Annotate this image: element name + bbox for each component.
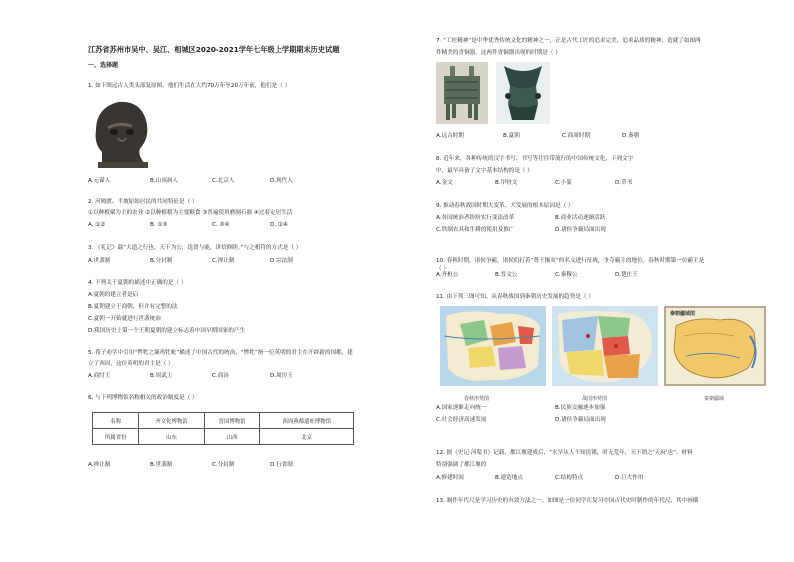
map-caption-2: 战国形势图 [582, 396, 608, 402]
map-label: 秦朝疆域图 [670, 311, 696, 317]
q5-option-b[interactable]: B.周武王 [150, 373, 173, 379]
q10-stem-cont: （ ） [436, 266, 449, 272]
table-cell: 北京 [260, 429, 354, 445]
q4-option-d[interactable]: D.我国历史上第一个王朝夏朝的建立标志着中国早期国家的产生 [88, 328, 246, 334]
skull-image [88, 94, 158, 170]
table-cell: 所属省份 [93, 429, 139, 445]
q3-option-d[interactable]: D.宗法制 [270, 258, 293, 264]
q12-option-b[interactable]: B.建造地点 [495, 475, 523, 481]
q7-option-c[interactable]: C.商周时期 [562, 133, 591, 139]
table-cell: 山西 [204, 429, 260, 445]
q2-stem: 2. 河姆渡、半坡原始居民的共同特征是（ ） [88, 199, 198, 205]
q7-option-b[interactable]: B.夏朝 [503, 133, 520, 139]
q5-option-a[interactable]: A.商纣王 [88, 373, 111, 379]
map-caption-3: 秦朝疆域 [704, 396, 725, 402]
q11-option-c[interactable]: C.社会经济高速发展 [436, 417, 487, 423]
table-header-cell: 晋国博物馆 [204, 413, 260, 429]
table-header-cell: 名称 [93, 413, 139, 429]
q3-stem: 3. 《礼记》载“大道之行也，天下为公，选贤与能，讲信修睦。”与之相符的方式是（ ） [88, 245, 302, 251]
table-row [93, 429, 354, 445]
q12-option-a[interactable]: A.修建时间 [436, 475, 464, 481]
q11-stem: 11. 由下列三图可知，从春秋战国到秦朝历史发展的趋势是（ ） [436, 294, 594, 300]
spring-autumn-map-image [440, 306, 546, 386]
q12-option-d[interactable]: D.巨大作用 [615, 475, 644, 481]
warring-states-map-image [552, 306, 658, 386]
q10-stem: 10. 春秋时期，诸侯争霸，诸侯们打着“尊王攘夷”的名义进行征战，争夺霸主的地位。春秋时期第一位霸主是 [436, 258, 705, 264]
q2-statements: ①以种植粟为主的农业 ②以种植稻为主要粮食 ③普遍使用磨制石器 ④过着定居生活 [88, 210, 293, 216]
q10-option-c[interactable]: C.秦穆公 [555, 272, 578, 278]
q7-stem-cont: 件精美的青铜器。这两件青铜器出现的时期是（ ） [436, 50, 561, 56]
q6-option-a[interactable]: A.禅让制 [88, 462, 111, 468]
q9-option-a[interactable]: A.各国统治者纷纷实行变法改革 [436, 215, 515, 221]
q11-option-a[interactable]: A.国家逐渐走向统一 [436, 405, 487, 411]
q10-option-d[interactable]: D.楚庄王 [615, 272, 638, 278]
q6-stem: 6. 与下列博物馆名称相关的政治制度是（ ） [88, 395, 198, 401]
q6-option-b[interactable]: B.世袭制 [150, 462, 173, 468]
q9-option-d[interactable]: D.诸侯争霸局面出现 [555, 227, 606, 233]
q8-option-a[interactable]: A.金文 [436, 180, 453, 186]
q7-stem: 7. “工匠精神”是中华优秀传统文化的精神之一，正是古代工匠的追求完美，追求品质的精神，造就了如图两 [436, 38, 701, 44]
q4-option-c[interactable]: C.夏朝一开始就进行世袭统治 [88, 316, 161, 322]
q10-option-a[interactable]: A.齐桓公 [436, 272, 459, 278]
q6-option-d[interactable]: D.行省制 [270, 462, 293, 468]
q11-option-d[interactable]: D.诸侯争霸局面出现 [555, 417, 606, 423]
museum-table [92, 412, 354, 445]
q4-option-b[interactable]: B.夏朝建立于商朝，但并有完整的法 [88, 304, 178, 310]
q5-stem-cont: 立了西周，这位英明的君主是（ ） [88, 361, 174, 367]
q3-option-c[interactable]: C.禅让制 [212, 258, 235, 264]
section-heading: 一、选择题 [88, 62, 119, 69]
q11-option-b[interactable]: B.民族交融逐步加强 [555, 405, 606, 411]
q10-option-b[interactable]: B.晋文公 [495, 272, 518, 278]
q8-stem: 8. 近年来，各种传统的汉字书写、书写等往往带流行的中国传统文化，下列文字 [436, 156, 634, 162]
q9-option-b[interactable]: B.商业活动逐渐活跃 [555, 215, 606, 221]
q1-option-b[interactable]: B.山顶洞人 [150, 178, 178, 184]
q5-option-d[interactable]: D.周厉王 [270, 373, 293, 379]
q12-option-c[interactable]: C.结构特点 [555, 475, 584, 481]
table-header-cell: 齐文化博物馆 [139, 413, 204, 429]
q5-option-c[interactable]: C.商汤 [212, 373, 229, 379]
q2-option-a[interactable]: A. ①② [88, 222, 106, 228]
bronze-ding-image [436, 62, 488, 124]
q7-option-d[interactable]: D.秦朝 [622, 133, 640, 139]
table-row [93, 413, 354, 429]
q4-option-a[interactable]: A.夏朝的建立者是启 [88, 292, 139, 298]
q9-stem: 9. 推动春秋战国时期大变革、大发展的根本原因是（ ） [436, 203, 574, 209]
map-caption-1: 春秋形势图 [464, 396, 490, 402]
q12-stem: 12. 据《史记·河渠书》记载，都江堰建成后，“水旱从人不知饥馑，时无荒年，天下谓之‘天府’也”。材料 [436, 450, 693, 456]
q8-stem-cont: 中，最早具备了文字基本结构的是（ ） [436, 168, 533, 174]
q3-option-a[interactable]: A.世袭制 [88, 258, 111, 264]
q5-stem: 5. 荀子劝学中引用“辔牝之臻鸡牝帐”描述了中国古代的统治，“辔牝”指一位英明的君主在开辟新的国都，建 [88, 350, 353, 356]
q4-stem: 4. 下列关于夏朝的描述中正确的是（ ） [88, 280, 187, 286]
q1-stem: 1. 如下图远古人类头部复原图，他们生活在大约70万年至20万年前，他们是（ ） [88, 83, 291, 89]
table-header-cell: 西周燕都遗址博物馆 [260, 413, 354, 429]
q1-option-d[interactable]: D.现代人 [270, 178, 293, 184]
q3-option-b[interactable]: B.分封制 [150, 258, 173, 264]
q2-option-b[interactable]: B. ①③ [150, 222, 168, 228]
qin-dynasty-map-image [664, 306, 766, 386]
q1-option-c[interactable]: C.北京人 [212, 178, 235, 184]
q2-option-c[interactable]: C. ③④ [212, 222, 230, 228]
q8-option-d[interactable]: D.草书 [615, 180, 633, 186]
q8-option-b[interactable]: B.甲骨文 [495, 180, 518, 186]
bronze-zun-image [496, 62, 550, 124]
q6-option-c[interactable]: C.分封制 [212, 462, 235, 468]
q13-stem: 13. 制作年代尺是学习历史的有效方法之一。如图是一位同学在复习中国古代史时制作的年代尺，其中画横 [436, 498, 699, 504]
q8-option-c[interactable]: C.小篆 [555, 180, 572, 186]
q9-option-c[interactable]: C.铁制农具和牛耕的使用及推广 [436, 227, 515, 233]
q12-stem-cont: 特别强调了都江堰的 [436, 462, 487, 468]
q7-option-a[interactable]: A.远古时期 [436, 133, 464, 139]
q2-option-d[interactable]: D. ②④ [270, 222, 288, 228]
page-title: 江苏省苏州市吴中、吴江、相城区2020-2021学年七年级上学期期末历史试题 [88, 45, 340, 54]
q1-option-a[interactable]: A.元谋人 [88, 178, 111, 184]
table-cell: 山东 [139, 429, 204, 445]
